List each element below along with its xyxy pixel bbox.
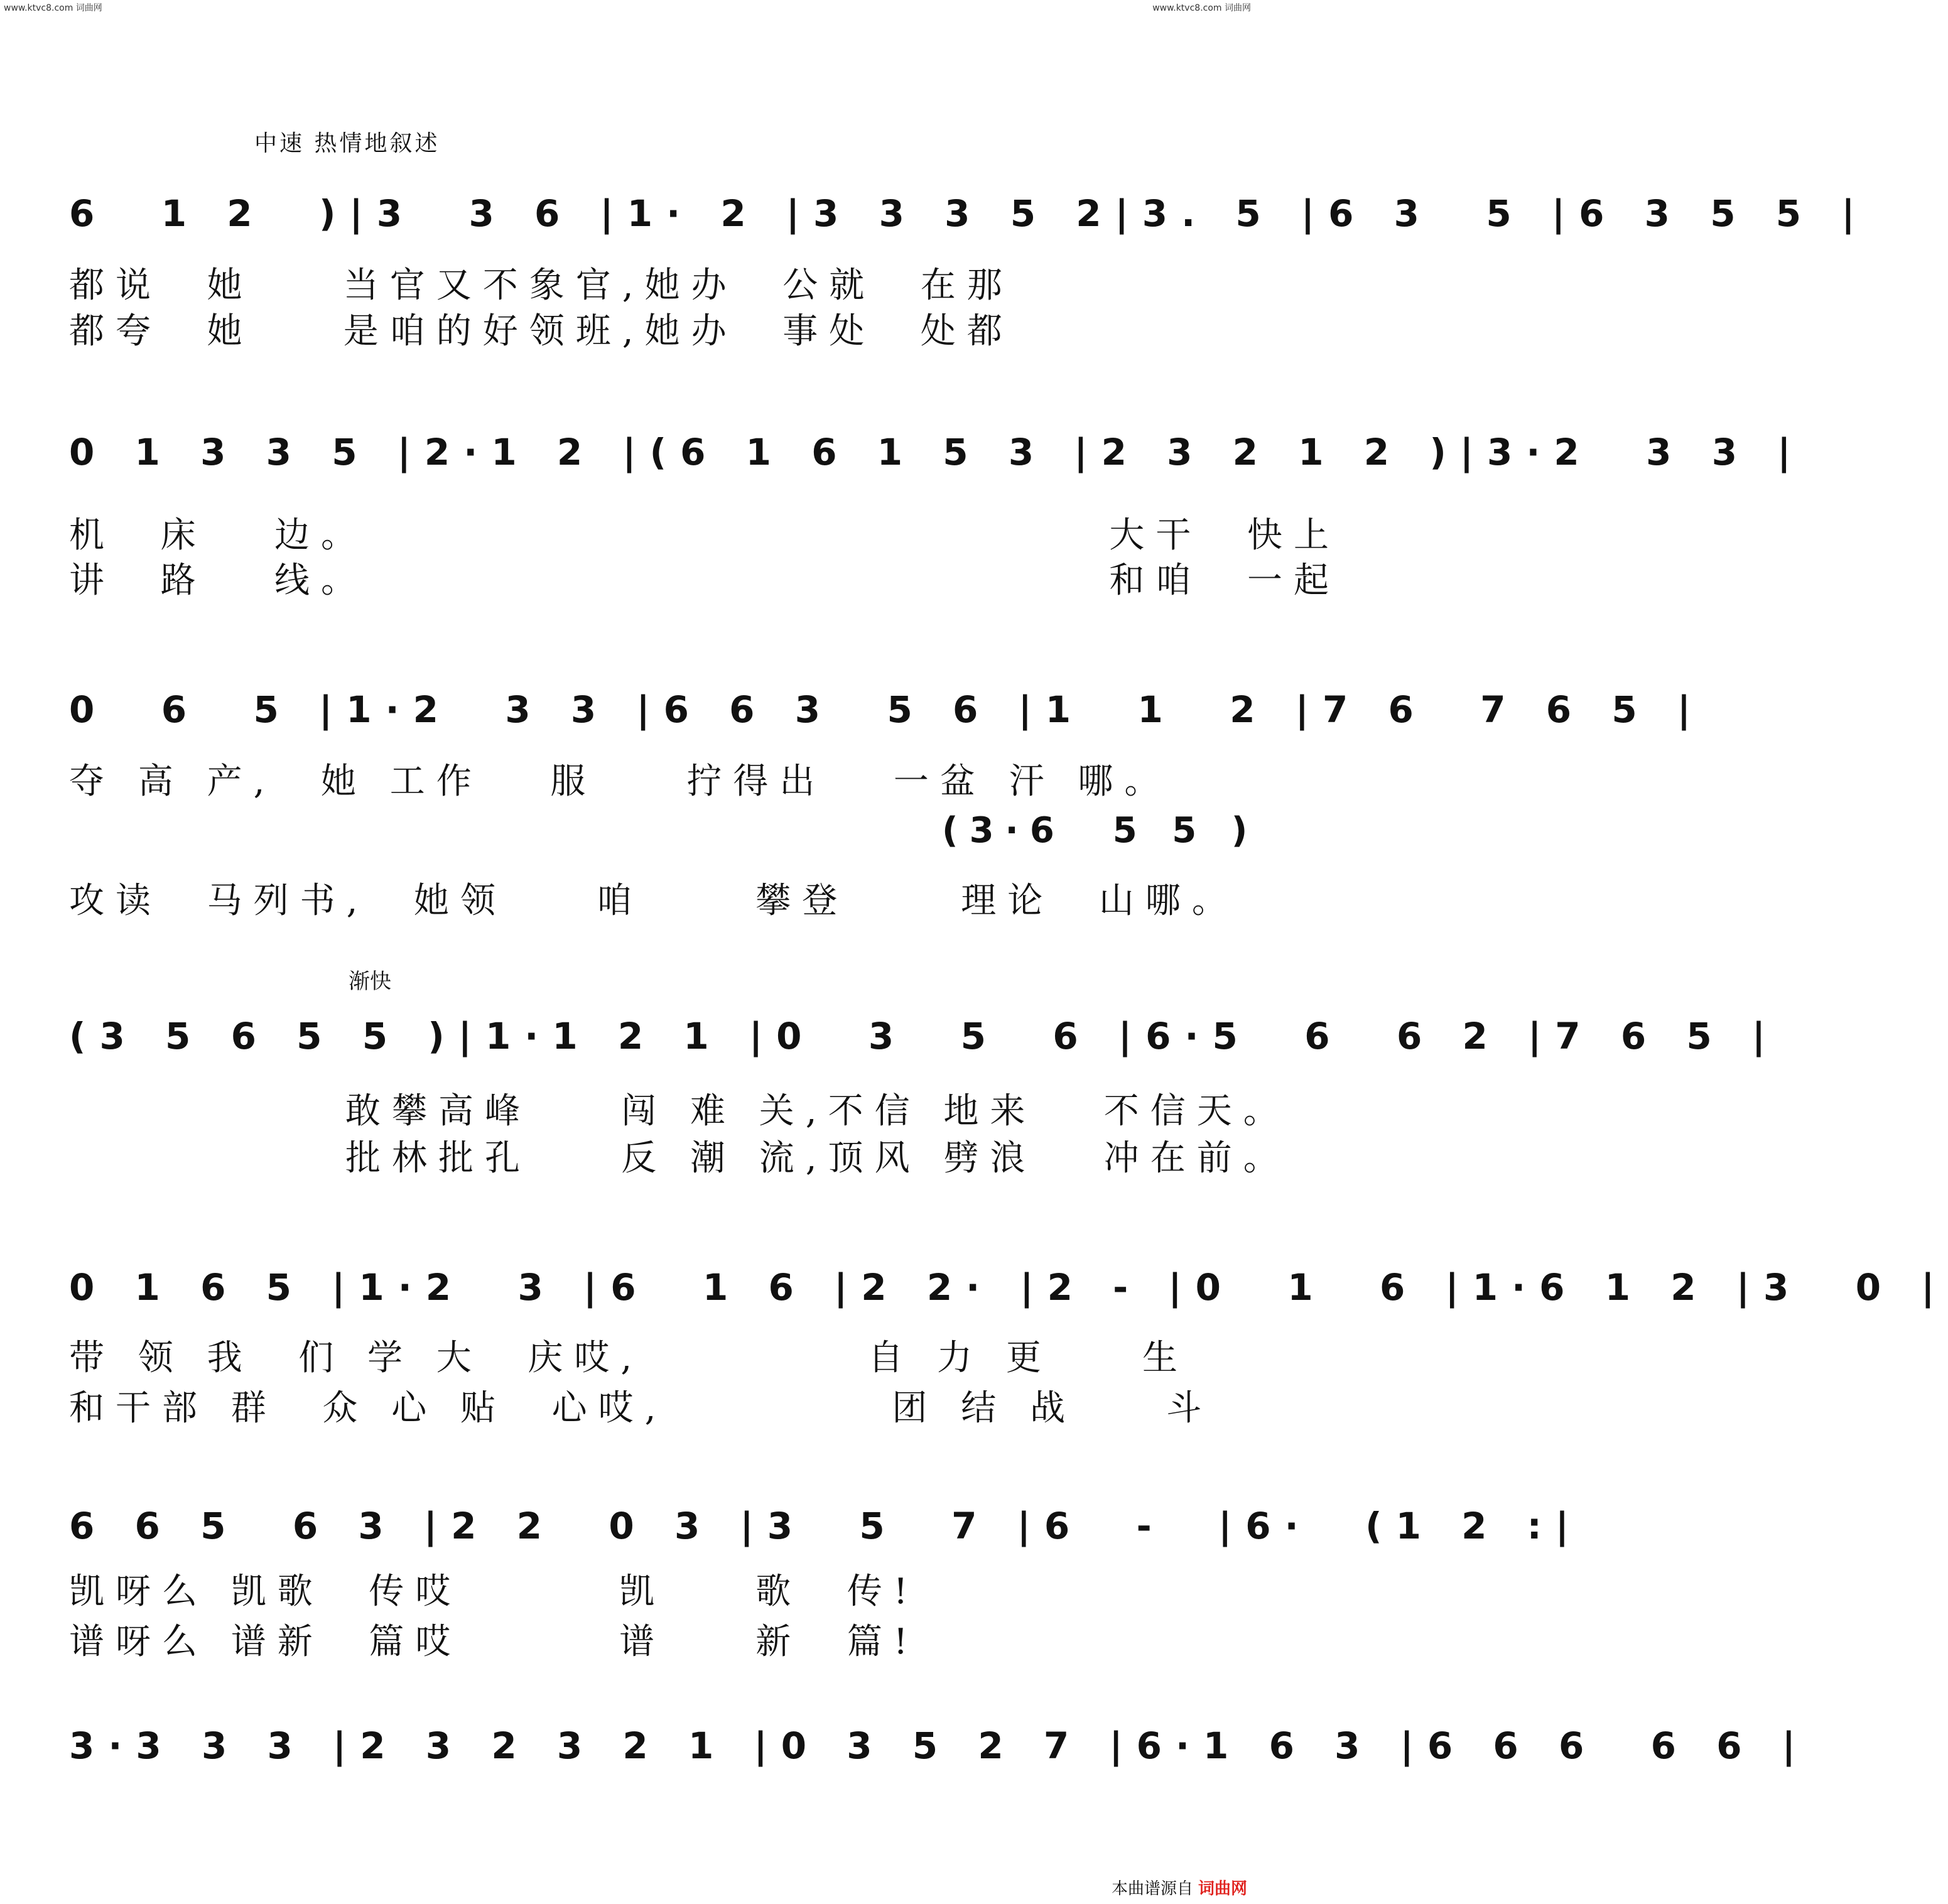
footer-text: 本曲谱源自 xyxy=(1111,1880,1193,1898)
lyric-verse-2: 都夸 她 是咱的好领班,她办 事处 处都 xyxy=(69,311,1014,352)
score-row-4 xyxy=(69,1005,1780,1074)
notation-line: 6 6 5 6 3 |2 2 0 3 |3 5 7 |6 - |6· (1 2 :| xyxy=(69,1505,1583,1547)
score-row-2 xyxy=(69,421,1805,490)
watermark-left: www.ktvc8.com 词曲网 xyxy=(4,3,102,13)
score-row-7 xyxy=(69,1714,1809,1783)
notation-line: 3·3 3 3 |2 3 2 3 2 1 |0 3 5 2 7 |6·1 6 3 |6 6 6 6 6 | xyxy=(69,1724,1809,1767)
notation-line: 0 6 5 |1·2 3 3 |6 6 3 5 6 |1 1 2 |7 6 7 6 5 | xyxy=(69,688,1705,731)
lyric-verse-2: 和干部 群 众 心 贴 心哎, 团 结 战 斗 xyxy=(69,1388,1213,1429)
score-row-3 xyxy=(69,678,1705,747)
watermark-right: www.ktvc8.com 词曲网 xyxy=(1152,3,1251,13)
lyric-verse-1: 带 领 我 们 学 大 庆哎, 自 力 更 生 xyxy=(69,1338,1189,1378)
accelerando-marking: 渐快 xyxy=(349,969,391,994)
interlude-notes: (3·6 5 5 ) xyxy=(942,810,1259,851)
lyric-verse-1: 凯呀么 凯歌 传哎 凯 歌 传! xyxy=(69,1571,919,1612)
lyric-verse-2: 批林批孔 反 潮 流,顶风 劈浪 冲在前。 xyxy=(345,1138,1290,1179)
score-row-5 xyxy=(69,1256,1948,1325)
lyric-verse-1: 敢攀高峰 闯 难 关,不信 地来 不信天。 xyxy=(345,1091,1290,1132)
lyric-verse-1: 机 床 边。 大干 快上 xyxy=(69,515,1341,556)
lyric-verse-2: 攻读 马列书, 她领 咱 攀登 理论 山哪。 xyxy=(69,880,1238,921)
score-row-1 xyxy=(69,182,1869,251)
lyric-verse-2: 讲 路 线。 和咱 一起 xyxy=(69,560,1341,601)
lyric-verse-2: 谱呀么 谱新 篇哎 谱 新 篇! xyxy=(69,1621,919,1662)
notation-line: 0 1 3 3 5 |2·1 2 |(6 1 6 1 5 3 |2 3 2 1 2 )|3·2 3 3 | xyxy=(69,431,1805,473)
footer-source xyxy=(1112,1876,1247,1899)
notation-line: 6 1 2 )|3 3 6 |1· 2 |3 3 3 5 2|3. 5 |6 3 5 |6 3 5 5 | xyxy=(69,192,1869,235)
notation-line: 0 1 6 5 |1·2 3 |6 1 6 |2 2· |2 - |0 1 6 |1·6 1 2 |3 0 | xyxy=(69,1266,1948,1309)
notation-line: (3 5 6 5 5 )|1·1 2 1 |0 3 5 6 |6·5 6 6 2 |7 6 5 | xyxy=(69,1015,1780,1057)
score-row-6 xyxy=(69,1495,1583,1564)
tempo-marking: 中速 热情地叙述 xyxy=(254,131,440,156)
lyric-verse-1: 夺 高 产, 她 工作 服 拧得出 一盆 汗 哪。 xyxy=(69,761,1171,802)
lyric-verse-1: 都说 她 当官又不象官,她办 公就 在那 xyxy=(69,265,1014,306)
footer-brand[interactable]: 词曲网 xyxy=(1198,1880,1247,1898)
